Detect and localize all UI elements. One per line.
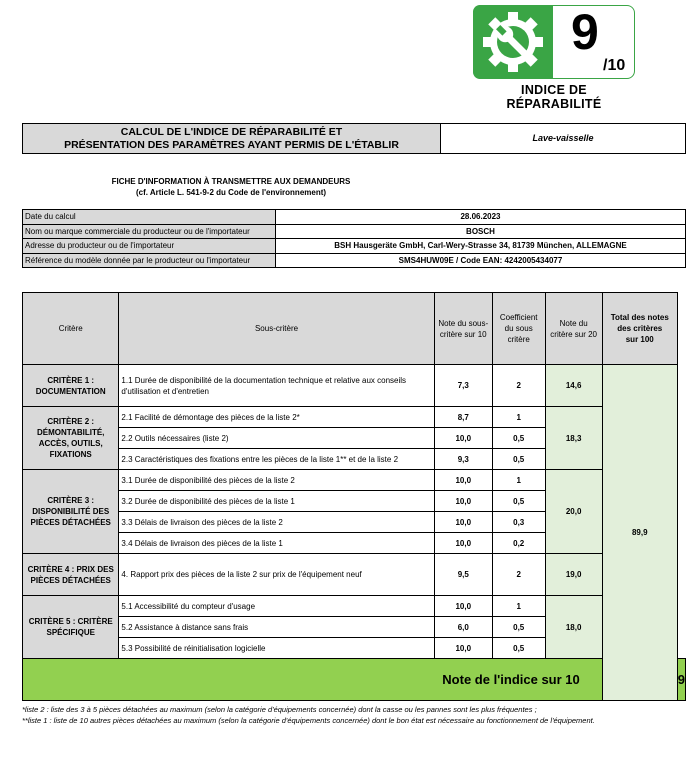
final-score-row xyxy=(23,659,686,701)
header-title xyxy=(23,124,441,153)
criterion-name-line: CRITÈRE 5 : CRITÈRE xyxy=(28,617,113,626)
col-coef-l1: Coefficient xyxy=(499,313,538,322)
subcriterion-label: 2.3 Caractéristiques des fixations entre les pièces de la liste 1** et de la liste 2 xyxy=(119,449,434,470)
col-coef-l2: du sous xyxy=(504,324,533,333)
table-header-row xyxy=(23,293,686,365)
subcriterion-note: 10,0 xyxy=(434,533,492,554)
criterion-2-name xyxy=(23,407,119,470)
subcriterion-label xyxy=(119,365,434,407)
footnote-2: **liste 1 : liste de 10 autres pièces détachées au maximum (selon la catégorie d'équipements concernée) dont le bon état est nécessaire au fonctionnement de l'équipement. xyxy=(22,716,595,725)
subcriterion-coef: 0,5 xyxy=(492,617,545,638)
fiche-title xyxy=(22,176,440,198)
header-title-line1: CALCUL DE L'INDICE DE RÉPARABILITÉ ET xyxy=(120,126,343,138)
subcriterion-note: 6,0 xyxy=(434,617,492,638)
info-label: Date du calcul xyxy=(23,210,276,225)
logo-caption: INDICE DE RÉPARABILITÉ xyxy=(506,83,602,111)
table-row xyxy=(23,470,686,491)
subcriterion-note: 10,0 xyxy=(434,470,492,491)
subcriterion-note: 10,0 xyxy=(434,428,492,449)
criterion-name-line: CRITÈRE 2 : xyxy=(47,417,95,426)
criterion-name-line: DISPONIBILITÉ DES xyxy=(32,507,110,516)
subcriterion-label: 5.3 Possibilité de réinitialisation logicielle xyxy=(119,638,434,659)
criterion-3-score: 20,0 xyxy=(545,470,602,554)
col-total-l3: sur 100 xyxy=(625,335,654,344)
subcriterion-note: 9,3 xyxy=(434,449,492,470)
info-value: SMS4HUW09E / Code EAN: 4242005434077 xyxy=(276,253,686,268)
subcriterion-coef: 2 xyxy=(492,365,545,407)
info-table xyxy=(22,209,686,268)
subcriterion-coef: 0,5 xyxy=(492,449,545,470)
info-row xyxy=(23,224,686,239)
final-label xyxy=(434,659,602,701)
col-note-critere xyxy=(545,293,602,365)
criterion-name-line: FIXATIONS xyxy=(49,450,92,459)
header-table xyxy=(22,123,686,154)
col-total-l1: Total des notes xyxy=(610,313,669,322)
header-title-line2: PRÉSENTATION DES PARAMÈTRES AYANT PERMIS DE L'ÉTABLIR xyxy=(64,139,399,151)
col-note-sous-critere xyxy=(434,293,492,365)
info-value: BOSCH xyxy=(276,224,686,239)
col-total-l2: des critères xyxy=(617,324,663,333)
subcriterion-coef: 0,5 xyxy=(492,428,545,449)
info-row xyxy=(23,210,686,225)
subcriterion-coef: 1 xyxy=(492,407,545,428)
final-blank xyxy=(23,659,435,701)
fiche-line1: FICHE D'INFORMATION À TRANSMETTRE AUX DEMANDEURS xyxy=(111,177,351,186)
logo-denominator: /10 xyxy=(603,57,626,74)
criterion-5-score: 18,0 xyxy=(545,596,602,659)
subcriterion-label-line: 1.1 Durée de disponibilité de la documentation technique et relative aux conseils xyxy=(121,375,407,385)
col-coef-l3: critère xyxy=(507,335,530,344)
subcriterion-coef: 1 xyxy=(492,470,545,491)
info-label: Adresse du producteur ou de l'importateur xyxy=(23,239,276,254)
subcriterion-label: 3.4 Délais de livraison des pièces de la liste 1 xyxy=(119,533,434,554)
criterion-2-score: 18,3 xyxy=(545,407,602,470)
info-row xyxy=(23,253,686,268)
subcriterion-label-line: d'utilisation et d'entretien xyxy=(121,386,209,396)
criterion-1-score: 14,6 xyxy=(545,365,602,407)
table-row xyxy=(23,554,686,596)
criterion-name-line: ACCÈS, OUTILS, xyxy=(38,439,103,448)
criteria-table xyxy=(22,292,686,701)
subcriterion-coef: 0,2 xyxy=(492,533,545,554)
header-product: Lave-vaisselle xyxy=(532,133,594,143)
logo-green-panel xyxy=(473,5,553,79)
criterion-name-line: DÉMONTABILITÉ, xyxy=(37,428,105,437)
table-row xyxy=(23,407,686,428)
subcriterion-coef: 2 xyxy=(492,554,545,596)
subcriterion-note: 10,0 xyxy=(434,638,492,659)
gear-wrench-icon xyxy=(477,8,549,76)
subcriterion-label: 4. Rapport prix des pièces de la liste 2 sur prix de l'équipement neuf xyxy=(119,554,434,596)
info-label: Référence du modèle donnée par le producteur ou l'importateur xyxy=(23,253,276,268)
subcriterion-coef: 0,5 xyxy=(492,638,545,659)
final-score: 9 xyxy=(677,659,685,701)
subcriterion-label: 3.2 Durée de disponibilité des pièces de la liste 1 xyxy=(119,491,434,512)
total-score-100: 89,9 xyxy=(602,365,677,701)
info-label: Nom ou marque commerciale du producteur ou de l'importateur xyxy=(23,224,276,239)
subcriterion-note: 10,0 xyxy=(434,596,492,617)
subcriterion-label: 3.3 Délais de livraison des pièces de la liste 2 xyxy=(119,512,434,533)
col-coefficient xyxy=(492,293,545,365)
subcriterion-coef: 0,3 xyxy=(492,512,545,533)
footnotes xyxy=(22,704,686,726)
subcriterion-label: 2.2 Outils nécessaires (liste 2) xyxy=(119,428,434,449)
col-sous-critere: Sous-critère xyxy=(119,293,434,365)
table-row xyxy=(23,365,686,407)
criterion-name-line: PIÈCES DÉTACHÉES xyxy=(30,518,111,527)
subcriterion-note: 10,0 xyxy=(434,512,492,533)
criterion-name-line: DOCUMENTATION xyxy=(35,386,106,396)
criterion-name-line: SPÉCIFIQUE xyxy=(46,628,95,637)
subcriterion-note: 8,7 xyxy=(434,407,492,428)
table-row xyxy=(23,596,686,617)
info-value: 28.06.2023 xyxy=(276,210,686,225)
criterion-name-line: CRITÈRE 4 : PRIX DES xyxy=(27,564,114,574)
logo-score: 9 xyxy=(571,4,599,60)
criterion-name-line: CRITÈRE 3 : xyxy=(47,496,95,505)
col-note-crit-l1: Note du xyxy=(559,318,588,328)
col-note-sous-l1: Note du sous- xyxy=(438,318,489,328)
col-total xyxy=(602,293,677,365)
criterion-1-name xyxy=(23,365,119,407)
col-critere: Critère xyxy=(23,293,119,365)
criterion-5-name xyxy=(23,596,119,659)
subcriterion-note: 7,3 xyxy=(434,365,492,407)
final-label-text: Note de l'indice sur 10 xyxy=(442,672,580,687)
subcriterion-label: 3.1 Durée de disponibilité des pièces de la liste 2 xyxy=(119,470,434,491)
col-note-crit-l2: critère sur 20 xyxy=(550,329,597,339)
criterion-4-name xyxy=(23,554,119,596)
col-note-sous-l2: critère sur 10 xyxy=(439,329,487,339)
criterion-name-line: CRITÈRE 1 : xyxy=(47,375,95,385)
subcriterion-label: 5.1 Accessibilité du compteur d'usage xyxy=(119,596,434,617)
subcriterion-coef: 0,5 xyxy=(492,491,545,512)
subcriterion-label: 2.1 Facilité de démontage des pièces de la liste 2* xyxy=(119,407,434,428)
subcriterion-coef: 1 xyxy=(492,596,545,617)
criterion-name-line: PIÈCES DÉTACHÉES xyxy=(30,575,111,585)
subcriterion-note: 9,5 xyxy=(434,554,492,596)
subcriterion-label: 5.2 Assistance à distance sans frais xyxy=(119,617,434,638)
footnote-1: *liste 2 : liste des 3 à 5 pièces détachées au maximum (selon la catégorie d'équipements concernée) dont la casse ou les pannes sont les plus fréquentes ; xyxy=(22,705,537,714)
fiche-line2: (cf. Article L. 541-9-2 du Code de l'environnement) xyxy=(135,188,327,197)
criterion-4-score: 19,0 xyxy=(545,554,602,596)
repairability-logo xyxy=(473,4,635,111)
info-row xyxy=(23,239,686,254)
criterion-3-name xyxy=(23,470,119,554)
info-value: BSH Hausgeräte GmbH, Carl-Wery-Strasse 34, 81739 München, ALLEMAGNE xyxy=(276,239,686,254)
subcriterion-note: 10,0 xyxy=(434,491,492,512)
